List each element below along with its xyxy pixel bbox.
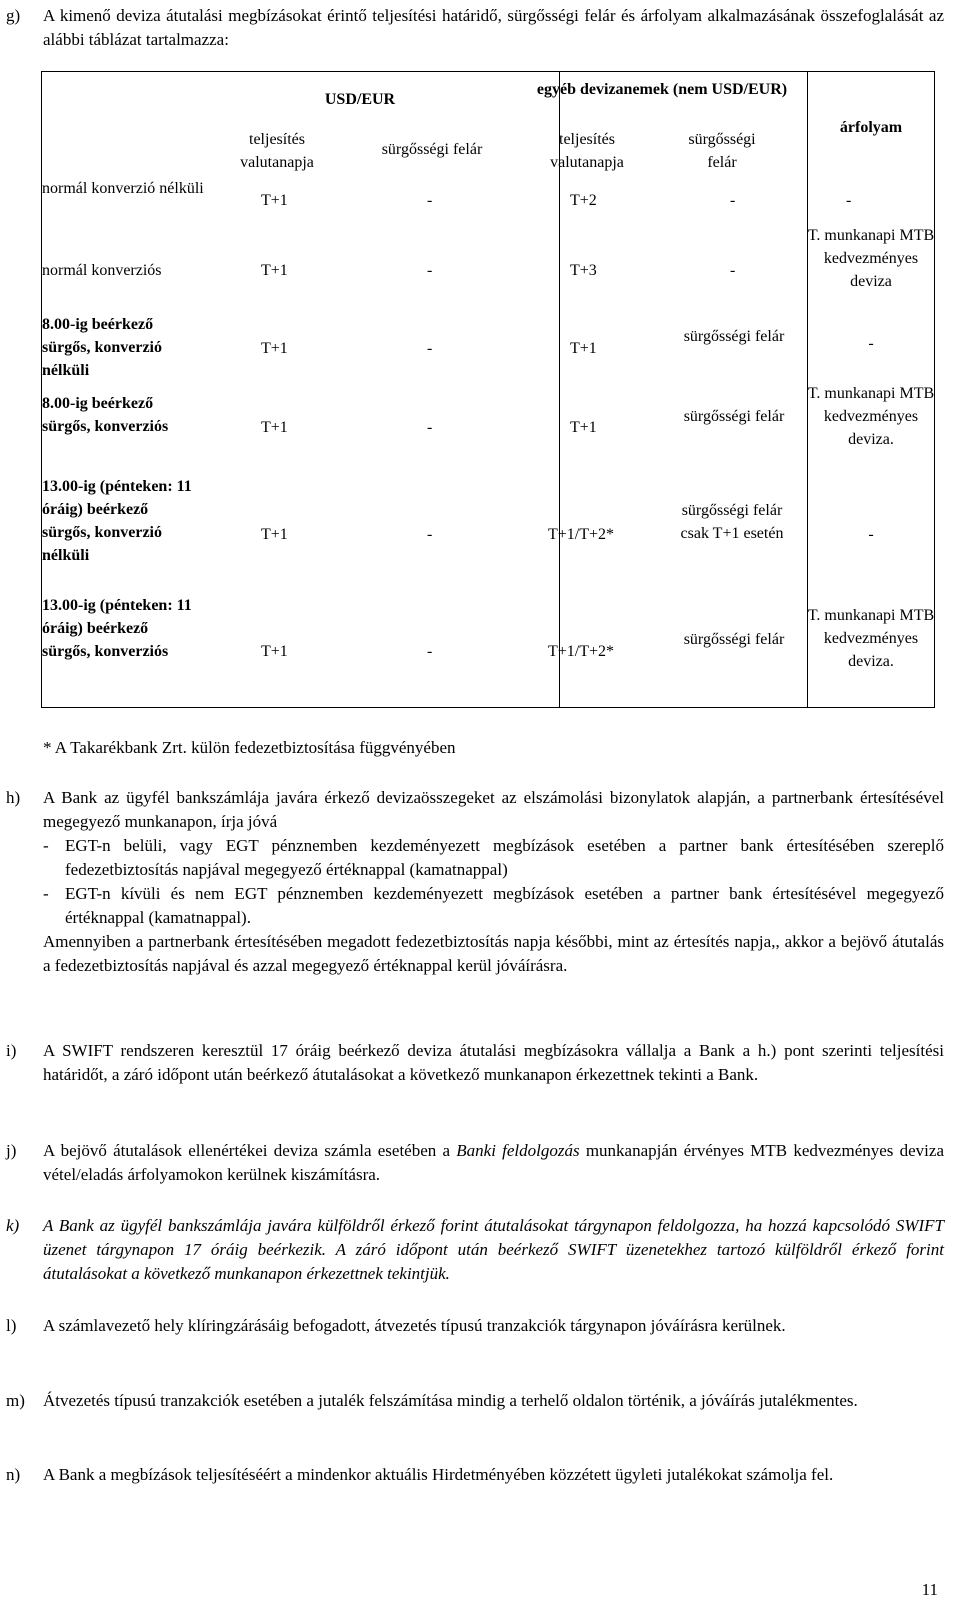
cell-value: T+1: [261, 526, 288, 543]
cell-value: T+1: [261, 340, 288, 357]
section-text: A kimenő deviza átutalási megbízásokat érintő teljesítési határidő, sürgősségi felár és árfolyam alkalmazásának összefoglalását az alábbi táblázat tartalmazza:: [43, 6, 944, 49]
section-label: l): [6, 1316, 17, 1335]
section-label: k): [6, 1216, 20, 1235]
cell-value: T+1: [261, 419, 288, 436]
section-label: i): [6, 1041, 17, 1060]
cell-value: -: [427, 526, 433, 543]
cell-value: T+1/T+2*: [548, 526, 615, 543]
section-text: A Bank a megbízások teljesítéséért a mindenkor aktuális Hirdetményében közzétett ügyleti jutalékokat számolja fel.: [43, 1465, 834, 1484]
section-text: A Bank az ügyfél bankszámlája javára érkező devizaösszegeket az elszámolási bizonylatok alapján, a partnerbank értesítésével megegyező munkanapon, írja jóvá: [43, 788, 944, 831]
bullet-item: - EGT-n kívüli és nem EGT pénznemben kezdeményezett megbízások esetében a partner bank értesítésével megegyező értéknappal (kamatnappal).: [43, 884, 944, 927]
cell-value: T+2: [570, 192, 597, 209]
cell-value: T. munkanapi MTB kedvezményes deviza.: [807, 385, 935, 448]
cell-value: T+1: [261, 643, 288, 660]
cell-value: -: [427, 643, 433, 660]
header-surgossegi-felar-2: sürgősségi felár: [688, 131, 756, 171]
cell-value: T. munkanapi MTB kedvezményes deviza.: [807, 607, 935, 670]
cell-value: -: [427, 192, 433, 209]
cell-value: T+1: [261, 262, 288, 279]
cell-value: -: [868, 526, 874, 543]
cell-value: -: [868, 335, 874, 352]
cell-value: sürgősségi felár: [683, 328, 785, 345]
header-usd-eur: USD/EUR: [324, 91, 396, 108]
row-label: 13.00-ig (pénteken: 11 óráig) beérkező sürgős, konverziós: [42, 597, 192, 660]
bullet-text: EGT-n kívüli és nem EGT pénznemben kezdeményezett megbízások esetében a partner bank értesítésével megegyező értéknappal (kamatnappal).: [65, 884, 944, 927]
section-label: g): [6, 6, 21, 25]
cell-value: -: [427, 262, 433, 279]
section-label: n): [6, 1465, 21, 1484]
cell-value: -: [730, 192, 736, 209]
cell-value: T+1: [261, 192, 288, 209]
text-span: munkanapján érvényes MTB kedvezményes deviza vétel/eladás árfolyamokon kerülnek kiszámításra.: [43, 1141, 944, 1184]
cell-value: T+1: [570, 419, 597, 436]
text-span: A bejövő átutalások ellenértékei deviza számla esetében a: [43, 1141, 457, 1160]
section-text: Átvezetés típusú tranzakciók esetében a jutalék felszámítása mindig a terhelő oldalon történik, a jóváírás jutalékmentes.: [43, 1391, 858, 1410]
section-label: h): [6, 788, 21, 807]
section-text: A Bank az ügyfél bankszámlája javára külföldről érkező forint átutalásokat tárgynapon feldolgozza, ha hozzá kapcsolódó SWIFT üzenet tárgynapon 17 óráig beérkezik. A záró időpont után beérkező SWIFT üzenetekhez tartozó külföldről érkező forint átutalásokat a következő munkanapon érkezettnek tekintjük.: [43, 1216, 944, 1283]
text-span-italic: Banki feldolgozás: [456, 1141, 580, 1160]
section-label: j): [6, 1141, 17, 1160]
cell-value: T+1: [570, 340, 597, 357]
header-surgossegi-felar: sürgősségi felár: [381, 141, 483, 158]
header-other-currencies: egyéb devizanemek (nem USD/EUR): [536, 81, 788, 98]
header-teljesites-2: teljesítés valutanapja: [550, 131, 624, 171]
section-label: m): [6, 1391, 25, 1410]
cell-value: -: [427, 419, 433, 436]
cell-value: T+3: [570, 262, 597, 279]
bullet-item: - EGT-n belüli, vagy EGT pénznemben kezdeményezett megbízások esetében a partner bank értesítésében szereplő fedezetbiztosítás napjával megegyező értéknappal (kamatnappal): [43, 836, 944, 879]
bullet-text: EGT-n belüli, vagy EGT pénznemben kezdeményezett megbízások esetében a partner bank értesítésében szereplő fedezetbiztosítás napjával megegyező értéknappal (kamatnappal): [65, 836, 944, 879]
row-label: normál konverziós: [42, 262, 162, 279]
section-text: [43, 1139, 944, 1187]
cell-value: -: [427, 340, 433, 357]
row-label: normál konverzió nélküli: [42, 180, 204, 197]
header-arfolyam: árfolyam: [839, 119, 903, 136]
cell-value: T+1/T+2*: [548, 643, 615, 660]
cell-value: sürgősségi felár: [683, 631, 785, 648]
row-label: 13.00-ig (pénteken: 11 óráig) beérkező sürgős, konverzió nélküli: [42, 478, 192, 564]
settlement-table: [41, 71, 935, 708]
page-number: 11: [921, 1580, 938, 1599]
cell-value: -: [846, 192, 852, 209]
cell-value: sürgősségi felár: [683, 408, 785, 425]
row-label: 8.00-ig beérkező sürgős, konverzió nélküli: [42, 316, 162, 379]
cell-value: sürgősségi felár csak T+1 esetén: [680, 502, 784, 542]
header-teljesites: teljesítés valutanapja: [240, 131, 314, 171]
section-text: Amennyiben a partnerbank értesítésében megadott fedezetbiztosítás napja későbbi, mint az értesítés napja,, akkor a bejövő átutalás a fedezetbiztosítás napjával és azzal megegyező értéknappal kerül jóváírásra.: [43, 932, 944, 975]
cell-value: -: [730, 262, 736, 279]
cell-value: T. munkanapi MTB kedvezményes deviza: [807, 227, 935, 290]
section-text: A számlavezető hely klíringzárásáig befogadott, átvezetés típusú tranzakciók tárgynapon jóváírásra kerülnek.: [43, 1316, 786, 1335]
section-text: A SWIFT rendszeren keresztül 17 óráig beérkező deviza átutalási megbízásokra vállalja a Bank a h.) pont szerinti teljesítési határidőt, a záró időpont után beérkező átutalásokat a következő munkanapon érkezettnek tekinti a Bank.: [43, 1041, 944, 1084]
row-label: 8.00-ig beérkező sürgős, konverziós: [42, 395, 169, 435]
table-footnote: * A Takarékbank Zrt. külön fedezetbiztosítása függvényében: [43, 738, 456, 757]
